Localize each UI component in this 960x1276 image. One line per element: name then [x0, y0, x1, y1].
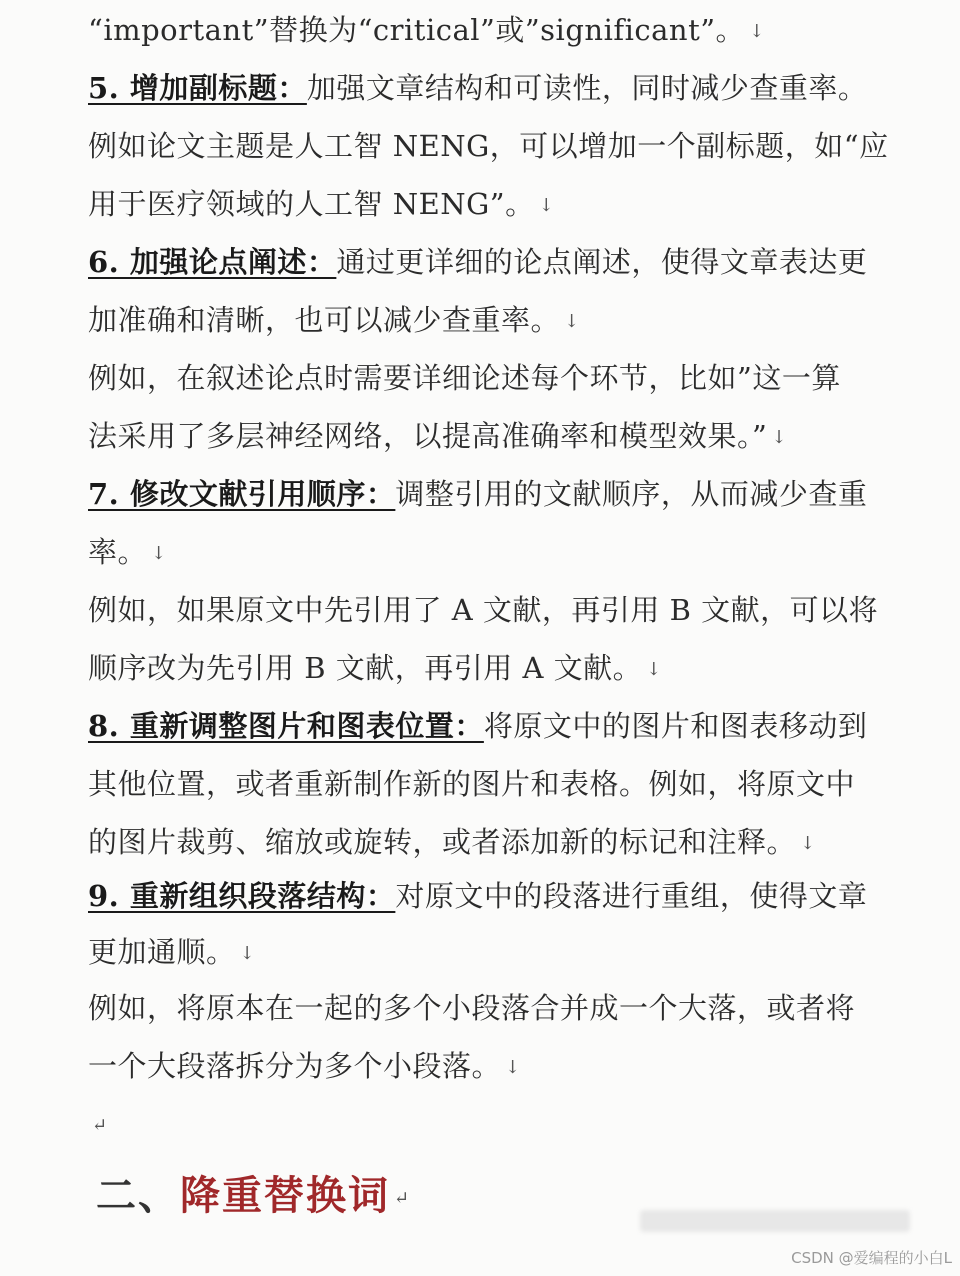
line-text: 对原文中的段落进行重组，使得文章 — [395, 879, 868, 913]
text-line-10 — [88, 532, 878, 572]
line-text: 其他位置，或者重新制作新的图片和表格。例如，将原文中 — [88, 767, 856, 801]
text-line-17 — [88, 932, 878, 972]
paragraph-mark: ↓ — [239, 943, 256, 964]
line-text: 例如，将原本在一起的多个小段落合并成一个大落，或者将 — [88, 991, 856, 1025]
line-text: 例如，如果原文中先引用了 A 文献，再引用 B 文献，可以将 — [88, 593, 879, 627]
paragraph-mark: ↵ — [394, 1188, 412, 1209]
paragraph-mark: ↓ — [505, 1057, 521, 1078]
paragraph-mark: ↓ — [538, 195, 555, 216]
text-line-8 — [88, 416, 878, 456]
text-line-9 — [88, 474, 878, 514]
paragraph-mark: ↓ — [771, 427, 787, 448]
line-text: 通过更详细的论点阐述，使得文章表达更 — [336, 245, 868, 279]
line-text: 率。 — [88, 535, 148, 569]
text-line-11 — [88, 590, 878, 630]
line-text: “important”替换为“critical”或”significant”。 — [88, 13, 746, 47]
line-text: 加准确和清晰，也可以减少查重率。 — [88, 303, 561, 337]
paragraph-mark: ↓ — [564, 311, 580, 332]
paragraph-mark: ↓ — [800, 833, 816, 854]
text-line-empty — [88, 1104, 878, 1144]
text-line-12 — [88, 648, 878, 688]
line-text: 顺序改为先引用 B 文献，再引用 A 文献。 — [88, 651, 643, 685]
paragraph-mark: ↓ — [646, 659, 662, 680]
item-heading-6: 6. 加强论点阐述： — [88, 245, 337, 279]
line-text: 更加通顺。 — [88, 935, 236, 969]
csdn-watermark: CSDN @爱编程的小白L — [791, 1249, 952, 1267]
line-text: 的图片裁剪、缩放或旋转，或者添加新的标记和注释。 — [88, 825, 797, 859]
line-text: 例如论文主题是人工智 NENG，可以增加一个副标题，如“应 — [88, 129, 889, 163]
text-line-5 — [88, 242, 878, 282]
line-text: 法采用了多层神经网络，以提高准确率和模型效果。” — [88, 419, 768, 453]
text-line-2 — [88, 68, 878, 108]
text-line-4 — [88, 184, 878, 224]
text-line-3 — [88, 126, 889, 166]
text-line-18 — [88, 988, 878, 1028]
section-title: 降重替换词 — [180, 1172, 390, 1219]
paragraph-mark: ↓ — [749, 21, 765, 42]
section-number: 二、 — [96, 1172, 180, 1219]
line-text: 加强文章结构和可读性，同时减少查重率。 — [306, 71, 868, 105]
item-heading-9: 9. 重新组织段落结构： — [88, 879, 396, 913]
text-line-6 — [88, 300, 878, 340]
text-line-1 — [88, 10, 878, 50]
line-text: 调整引用的文献顺序，从而减少查重 — [395, 477, 868, 511]
text-line-16 — [88, 876, 878, 916]
paragraph-mark: ↵ — [92, 1115, 108, 1136]
line-text: 一个大段落拆分为多个小段落。 — [88, 1049, 502, 1083]
blurred-watermark-area — [640, 1210, 910, 1232]
section-heading — [96, 1170, 411, 1225]
item-heading-7: 7. 修改文献引用顺序： — [88, 477, 396, 511]
item-heading-5: 5. 增加副标题： — [88, 71, 307, 105]
text-line-14 — [88, 764, 878, 804]
line-text: 将原文中的图片和图表移动到 — [483, 709, 868, 743]
text-line-13 — [88, 706, 878, 746]
text-line-19 — [88, 1046, 878, 1086]
line-text: 用于医疗领域的人工智 NENG”。 — [88, 187, 535, 221]
paragraph-mark: ↓ — [151, 543, 167, 564]
line-text: 例如，在叙述论点时需要详细论述每个环节，比如”这一算 — [88, 361, 841, 395]
item-heading-8: 8. 重新调整图片和图表位置： — [88, 709, 484, 743]
text-line-7 — [88, 358, 878, 398]
text-line-15 — [88, 822, 878, 862]
